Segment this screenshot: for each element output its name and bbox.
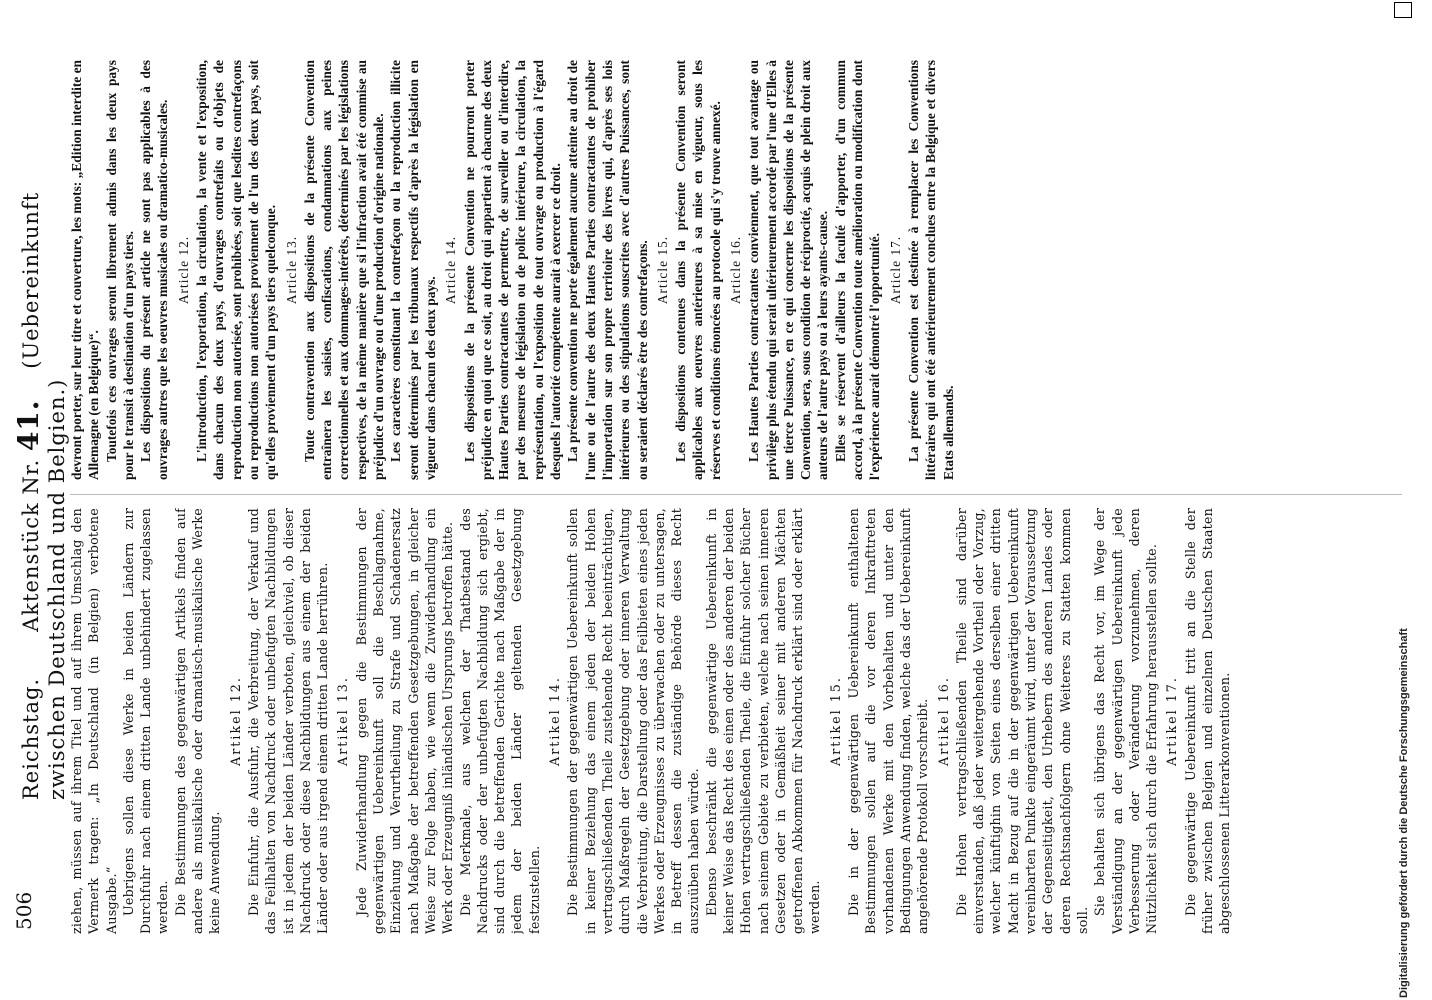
page-number: 506: [12, 891, 36, 930]
french-article-title: Article 13.: [283, 235, 299, 305]
german-article-paragraph: Die in der gegenwärtigen Uebereinkunft enthaltenen Bestimmungen sollen auf die vor deren Inkrafttreten vorhandenen Werke mit den Vorbehalten und unter den Bedingungen Anwendung finden, welche das der Uebereinkunft angehörende Protokoll vorschreibt.: [846, 508, 931, 934]
publication-name: Reichstag.: [19, 677, 43, 800]
funding-note: Digitalisierung gefördert durch die Deutsche Forschungsgemeinschaft: [1398, 628, 1410, 998]
german-column: [68, 508, 1412, 934]
column-divider: [70, 494, 1402, 495]
french-intro-paragraph: Toutefois ces ouvrages seront librement admis dans les deux pays pour le transit à destination d'un pays tiers.: [103, 60, 136, 480]
subject: (Uebereinkunft zwischen Deutschland und Belgien.): [19, 191, 69, 800]
german-article-title: Artikel 13.: [335, 676, 351, 766]
french-article-title: Article 12.: [175, 235, 191, 305]
german-article-paragraph: Die Merkmale, aus welchen der Thatbestand des Nachdrucks oder der unbefugten Nachbildung sich ergiebt, sind durch die betreffenden Gerichte nach Maßgabe der in jedem der beiden Länder geltenden Gesetzgebung festzustellen.: [457, 508, 542, 934]
french-article-paragraph: Les dispositions de la présente Convention ne pourront porter préjudice en quoi que ce soit, au droit qui appartient à chacune des deux Hautes Parties contractantes de permettre, de surveiller ou d'interdire, par des mesures de législation ou de police intérieure, la circulation, la représentation, ou l'exposition de tout ouvrage ou production à l'égard desquels l'autorité compétente aurait à exercer ce droit.: [461, 60, 564, 480]
french-article-paragraph: La présente convention ne porte également aucune atteinte au droit de l'une ou de l'autre des deux Hautes Parties contractantes de prohiber l'importation sur son propre territoire des livres qui, d'après ses lois intérieures ou des stipulations souscrites avec d'autres Puissances, sont ou seraient déclarés être des contrefaçons.: [565, 60, 650, 480]
french-intro-paragraph: Les dispositions du présent article ne sont pas applicables à des ouvrages autres que les oeuvres musicales ou dramatico-musicales.: [138, 60, 171, 480]
french-article-paragraph: La présente Convention est destinée à remplacer les Conventions littéraires qui ont été antérieurement conclues entre la Belgique et divers Etats allemands.: [905, 60, 956, 480]
french-article-title: Article 15.: [654, 235, 670, 305]
funding-sidebar: [1392, 0, 1432, 1000]
french-intro-paragraph: devront porter, sur leur titre et couverture, les mots: „Edition interdite en Allemagne (en Belgique)“.: [69, 60, 102, 480]
german-article-title: Artikel 16.: [935, 676, 951, 766]
french-article-paragraph: Les dispositions contenues dans la présente Convention seront applicables aux oeuvres antérieures à sa mise en vigueur, sous les réserves et conditions énoncées au protocole qui s'y trouve annexé.: [673, 60, 723, 480]
german-article-paragraph: Die Hohen vertragschließenden Theile sind darüber einverstanden, daß jeder weitergehende Vortheil oder Vorzug, welcher künftighin von Seiten eines derselben einer dritten Macht in Bezug auf die in der gegenwärtigen Uebereinkunft vereinbarten Punkte eingeräumt wird, unter der Voraussetzung der Gegenseitigkeit, den Urhebern des anderen Landes oder deren Rechtsnachfolgern ohne Weiteres zu Statten kommen soll.: [953, 508, 1090, 934]
german-intro-paragraph: Die Bestimmungen des gegenwärtigen Artikels finden auf andere als musikalische oder dramatisch-musikalische Werke keine Anwendung.: [172, 508, 223, 934]
french-article-paragraph: Elles se réservent d'ailleurs la faculté d'apporter, d'un commun accord, à la présente Convention toute amélioration ou modification dont l'expérience aurait démontré l'opportunité.: [832, 60, 883, 480]
attachment-label: Aktenstück Nr.: [19, 458, 43, 632]
german-article-paragraph: Sie behalten sich übrigens das Recht vor, im Wege der Verständigung an der gegenwärtigen Uebereinkunft jede Verbesserung oder Veränderung vorzunehmen, deren Nützlichkeit sich durch die Erfahrung herausstellen sollte.: [1092, 508, 1160, 934]
german-article-title: Artikel 17.: [1164, 676, 1180, 766]
german-intro-paragraph: ziehen, müssen auf ihrem Titel und auf ihrem Umschlag den Vermerk tragen: „In Deutschland (in Belgien) verbotene Ausgabe.“: [69, 508, 119, 934]
french-article-paragraph: Les caractères constituant la contrefaçon ou la reproduction illicite seront déterminés par les tribunaux respectifs d'après la législation en vigueur dans chacun des deux pays.: [388, 60, 438, 480]
german-article-title: Artikel 15.: [827, 676, 843, 766]
german-article-paragraph: Die Einfuhr, die Ausfuhr, die Verbreitung, der Verkauf und das Feilhalten von Nachdruck oder unbefugten Nachbildungen ist in jedem der beiden Länder verboten, gleichviel, ob dieser Nachdruck oder diese Nachbildungen aus einem der beiden Länder oder aus irgend einem dritten Lande herrühren.: [245, 508, 331, 934]
german-article-title: Artikel 14.: [547, 676, 563, 766]
french-article-paragraph: Toute contravention aux dispositions de la présente Convention entraînera les saisies, confiscations, condamnations aux peines correctionnelles et aux dommages-intérêts, déterminés par les législations respectives, de la même manière que si l'infraction avait été commise au préjudice d'un ouvrage ou d'une production d'origine nationale.: [301, 60, 387, 480]
page-header: [8, 90, 69, 930]
french-column: [68, 60, 1412, 480]
german-article-paragraph: Jede Zuwiderhandlung gegen die Bestimmungen der gegenwärtigen Uebereinkunft soll die Beschlagnahme, Einziehung und Verurtheilung zu Strafe und Schadenersatz nach Maßgabe der betreffenden Gesetzgebungen, in gleicher Weise zur Folge haben, wie wenn die Zuwiderhandlung ein Werk oder Erzeugniß inländischen Ursprungs betroffen hätte.: [353, 508, 456, 934]
german-article-paragraph: Die Bestimmungen der gegenwärtigen Uebereinkunft sollen in keiner Beziehung das einem jeden der beiden Hohen vertragschließenden Theile zustehende Recht beeinträchtigen, durch Maßregeln der Gesetzgebung oder inneren Verwaltung die Verbreitung, die Darstellung oder das Feilbieten eines jeden Werkes oder Erzeugnisses zu überwachen oder zu untersagen, in Betreff dessen die zuständige Behörde dieses Recht auszuüben haben würde.: [565, 508, 702, 934]
french-article-title: Article 14.: [443, 235, 459, 305]
french-article-paragraph: L'introduction, l'exportation, la circulation, la vente et l'exposition, dans chacun des deux pays, d'ouvrages contrefaits ou d'objets de reproduction non autorisée, sont prohibées, soit que lesdites contrefaçons ou reproductions non autorisées proviennent de l'un des deux pays, soit qu'elles proviennent d'un pays tiers quelconque.: [194, 60, 279, 480]
french-article-title: Article 16.: [727, 235, 743, 305]
german-article-paragraph: Die gegenwärtige Uebereinkunft tritt an die Stelle der früher zwischen Belgien und einzelnen Deutschen Staaten abgeschlossenen Litterarkonventionen.: [1182, 508, 1233, 934]
attachment-number: 41.: [12, 399, 45, 452]
german-article-paragraph: Ebenso beschränkt die gegenwärtige Uebereinkunft in keiner Weise das Recht des einen oder des anderen der beiden Hohen vertragschließenden Theile, die Einfuhr solcher Bücher nach seinem Gebiete zu verbieten, welche nach seinen inneren Gesetzen oder in Gemäßheit seiner mit anderen Mächten getroffenen Abkommen für Nachdruck erklärt sind oder erklärt werden.: [703, 508, 823, 934]
french-article-paragraph: Les Hautes Parties contractantes conviennent, que tout avantage ou privilège plus étendu qui serait ultérieurement accordé par l'une d'Elles à une tierce Puissance, en ce qui concerne les dispositions de la présente Convention, sera, sous condition de réciprocité, acquis de plein droit aux auteurs de l'autre pays ou à leurs ayants-cause.: [746, 60, 831, 480]
dfg-logo: [1394, 2, 1412, 18]
header-title: [12, 90, 69, 800]
german-article-title: Artikel 12.: [227, 676, 243, 766]
german-intro-paragraph: Uebrigens sollen diese Werke in beiden Ländern zur Durchfuhr nach einem dritten Lande unbehindert zugelassen werden.: [120, 508, 171, 934]
french-article-title: Article 17.: [887, 235, 903, 305]
